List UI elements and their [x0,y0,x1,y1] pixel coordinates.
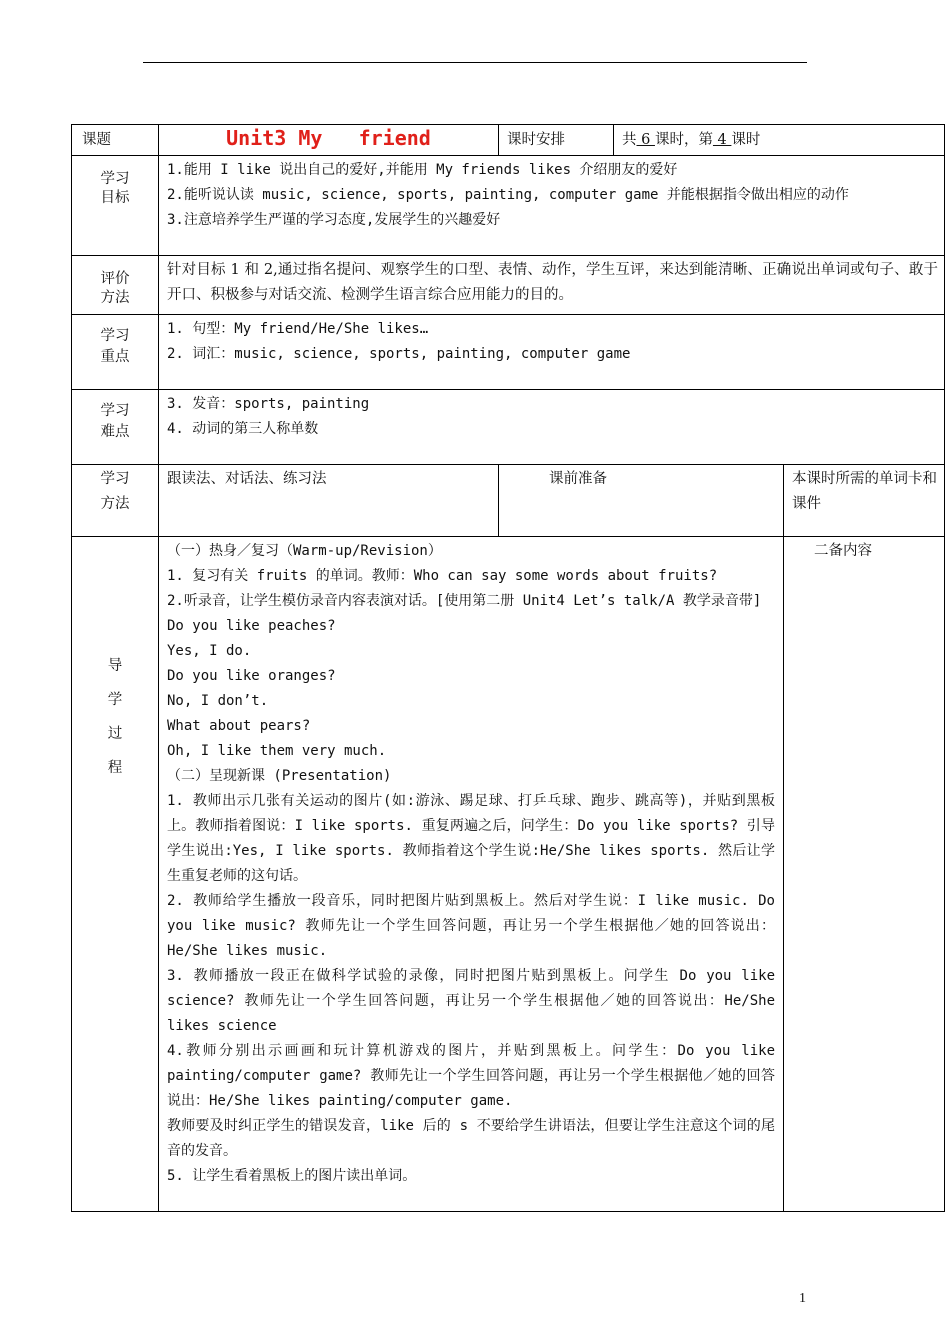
goal-line: 1.能用 I like 说出自己的爱好,并能用 My friends likes 介绍朋友的爱好 [167,162,678,178]
goal-line: 2.能听说认读 music, science, sports, painting, computer game 并能根据指令做出相应的动作 [167,187,849,203]
process-line: （二）呈现新课 (Presentation) [167,768,392,784]
process-label-char: 学 [107,692,123,708]
methods-row [72,465,945,537]
goals-content [159,156,945,256]
prep-content [784,465,945,537]
process-line: 3. 教师播放一段正在做科学试验的录像，同时把图片贴到黑板上。问学生 Do you like science? 教师先让一个学生回答问题，再让另一个学生根据他／她的回答说出：He/She likes science [167,968,775,1034]
methods-label-2: 方法 [100,496,130,512]
difficulty-line: 3. 发音：sports, painting [167,396,370,412]
process-row [72,537,945,1212]
difficulties-content [159,390,945,465]
key-point-line: 2. 词汇：music, science, sports, painting, computer game [167,346,631,362]
evaluation-text: 针对目标 1 和 2,通过指名提问、观察学生的口型、表情、动作，学生互评，来达到能清晰、正确说出单词或句子、敢于开口、积极参与对话交流、检测学生语言综合应用能力的目的。 [167,262,938,303]
methods-label [72,465,159,537]
methods-content [159,465,499,537]
methods-text: 跟读法、对话法、练习法 [167,471,327,487]
process-line: 2.听录音，让学生模仿录音内容表演对话。[使用第二册 Unit4 Let’s talk/A 教学录音带] [167,593,762,609]
dialogue-line: Yes, I do. [167,643,252,659]
difficulties-label-2: 难点 [100,424,130,440]
title-row [72,125,945,156]
topic-label-text: 课题 [82,132,111,148]
evaluation-row [72,256,945,315]
page-number: 1 [799,1291,806,1306]
process-line: 教师要及时纠正学生的错误发音，like 后的 s 不要给学生讲语法，但要让学生注意这个词的尾音的发音。 [167,1118,775,1159]
evaluation-label [72,256,159,315]
lesson-plan-table [71,124,945,1212]
schedule-label-text: 课时安排 [507,132,565,148]
process-label-char: 程 [107,760,123,776]
difficulties-label-1: 学习 [100,403,130,419]
evaluation-content [159,256,945,315]
difficulty-line: 4. 动词的第三人称单数 [167,421,319,437]
dialogue-line: Do you like peaches? [167,618,336,634]
goals-row [72,156,945,256]
key-points-label-2: 重点 [100,349,130,365]
process-line: 5. 让学生看着黑板上的图片读出单词。 [167,1168,417,1184]
dialogue-line: No, I don’t. [167,693,269,709]
dialogue-line: Oh, I like them very much. [167,743,387,759]
process-line: （一）热身／复习（Warm-up/Revision） [167,543,442,559]
key-points-content [159,315,945,390]
key-points-label [72,315,159,390]
process-line: 1. 教师出示几张有关运动的图片(如:游泳、踢足球、打乒乓球、跑步、跳高等)，并贴到黑板上。教师指着图说：I like sports. 重复两遍之后，问学生：Do you like sports? 引导学生说出:Yes, I like sports. 教师指着这个学生说:He/She likes sports. 然后让学生重复老师的这句话。 [167,793,775,884]
schedule-label [499,125,614,156]
evaluation-label-1: 评价 [100,271,130,287]
schedule-prefix: 共 [622,132,637,148]
schedule-value [614,125,945,156]
process-line: 4.教师分别出示画画和玩计算机游戏的图片，并贴到黑板上。问学生：Do you like painting/computer game? 教师先让一个学生回答问题，再让另一个学生根据他／她的回答说出：He/She likes painting/computer game. [167,1043,775,1109]
key-points-label-1: 学习 [100,328,130,344]
process-label-char: 过 [107,726,123,742]
methods-label-1: 学习 [100,471,130,487]
header-rule [143,62,807,63]
goals-label-2: 目标 [100,190,130,206]
evaluation-label-2: 方法 [100,290,130,306]
difficulties-label [72,390,159,465]
key-points-row [72,315,945,390]
prep-label-text: 课前准备 [549,471,607,487]
process-content [159,537,784,1212]
process-line: 1. 复习有关 fruits 的单词。教师：Who can say some words about fruits? [167,568,718,584]
current-period: 4 [712,132,732,148]
schedule-suffix: 课时 [731,132,761,148]
process-label-char: 导 [107,658,123,674]
goals-label [72,156,159,256]
dialogue-line: What about pears? [167,718,311,734]
prep-text: 本课时所需的单词卡和课件 [792,471,937,512]
lesson-title [159,125,499,156]
total-periods: 6 [636,132,655,148]
topic-label [72,125,159,156]
key-point-line: 1. 句型：My friend/He/She likes… [167,321,429,337]
side-notes [784,537,945,1212]
goals-label-1: 学习 [100,171,130,187]
schedule-mid: 课时，第 [654,132,713,148]
prep-label [499,465,784,537]
side-notes-label: 二备内容 [814,543,872,559]
dialogue-line: Do you like oranges? [167,668,336,684]
difficulties-row [72,390,945,465]
process-label [72,537,159,1212]
goal-line: 3.注意培养学生严谨的学习态度,发展学生的兴趣爱好 [167,212,501,228]
lesson-title-text: Unit3 My friend [226,126,431,150]
process-line: 2. 教师给学生播放一段音乐，同时把图片贴到黑板上。然后对学生说：I like music. Do you like music? 教师先让一个学生回答问题，再让另一个学生根据他／她的回答说出：He/She likes music. [167,893,775,959]
